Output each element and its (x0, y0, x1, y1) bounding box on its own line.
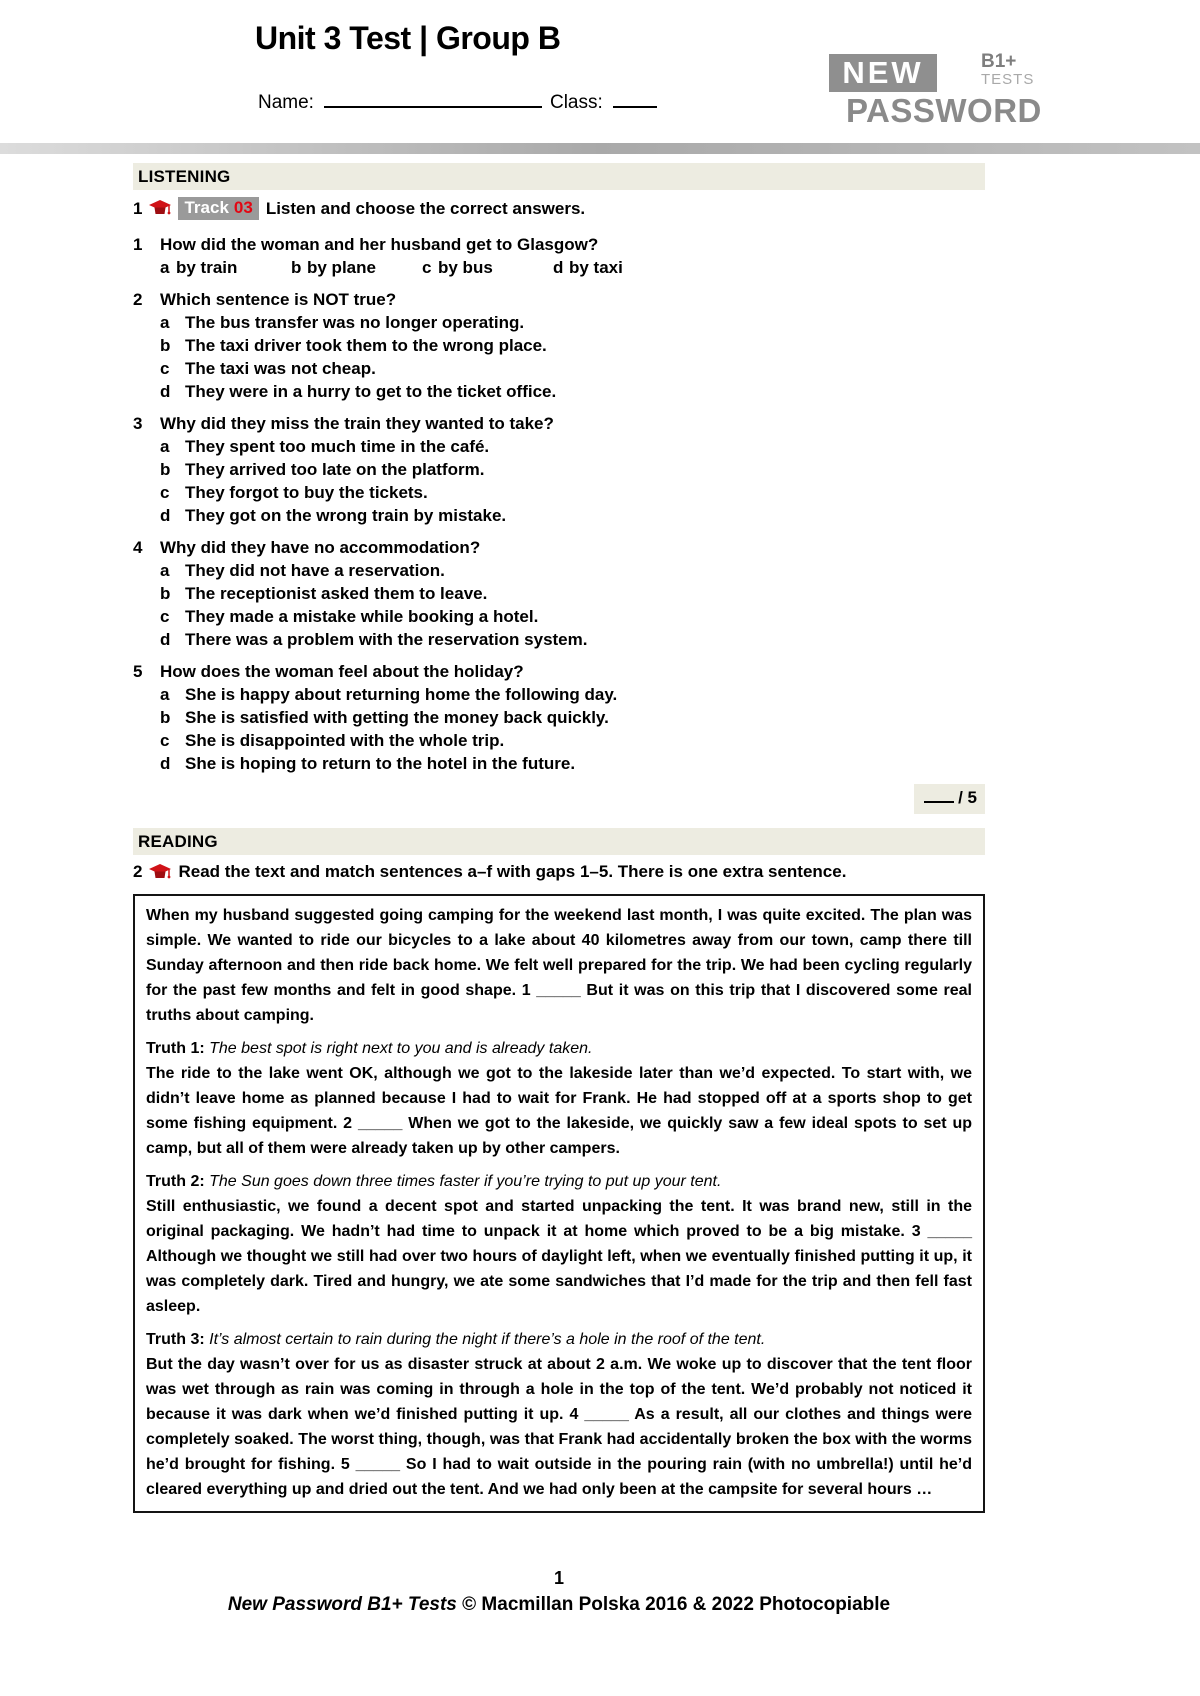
option-text: by train (176, 258, 238, 277)
question (133, 233, 985, 279)
score-box (914, 784, 985, 814)
question-text: Why did they have no accommodation? (160, 538, 481, 557)
listening-section-header: LISTENING (133, 163, 985, 190)
question-stem (133, 233, 985, 256)
option-letter: a (160, 313, 170, 332)
question-number: 1 (133, 235, 143, 254)
option-letter: d (160, 506, 171, 525)
question-stem (133, 412, 985, 435)
listening-questions (133, 233, 985, 775)
option-letter: a (160, 561, 170, 580)
option-letter: b (160, 708, 171, 727)
listening-task-instruction (133, 197, 985, 220)
score-row (133, 784, 985, 814)
answer-option (133, 628, 985, 651)
option-text: She is disappointed with the whole trip. (185, 731, 505, 750)
option-letter: b (291, 258, 302, 277)
answer-option (133, 458, 985, 481)
option-letter: a (160, 685, 170, 704)
option-letter: b (160, 460, 171, 479)
page-number: 1 (553, 1568, 564, 1588)
answer-option (553, 256, 684, 279)
copyright-line (133, 1594, 985, 1616)
logo-level-label: B1+ (981, 51, 1017, 72)
question-stem (133, 288, 985, 311)
content-column (133, 163, 985, 1513)
option-text: The bus transfer was no longer operating. (185, 313, 525, 332)
listening-instruction-text: Listen and choose the correct answers. (265, 198, 586, 218)
option-letter: c (422, 258, 432, 277)
question-stem (133, 660, 985, 683)
option-letter: c (160, 731, 170, 750)
answer-option (291, 256, 422, 279)
option-text: The receptionist asked them to leave. (185, 584, 488, 603)
option-letter: d (553, 258, 564, 277)
answer-option (133, 729, 985, 752)
truth-statement: It’s almost certain to rain during the night if there’s a hole in the roof of the tent. (209, 1331, 766, 1348)
option-text: She is happy about returning home the following day. (185, 685, 618, 704)
question (133, 412, 985, 527)
question (133, 660, 985, 775)
option-text: by bus (438, 258, 493, 277)
truth-label: Truth 2: (146, 1173, 205, 1190)
passage-truth-paragraphs (146, 1036, 972, 1502)
option-text: They did not have a reservation. (185, 561, 445, 580)
question-number: 3 (133, 414, 143, 433)
reading-task-instruction (133, 862, 985, 882)
logo-tests-label: TESTS (981, 71, 1035, 88)
option-letter: c (160, 483, 170, 502)
option-text: They spent too much time in the café. (185, 437, 490, 456)
option-letter: b (160, 584, 171, 603)
logo-password-label: PASSWORD (846, 92, 1042, 129)
answer-option (133, 706, 985, 729)
graduation-cap-icon (149, 864, 171, 881)
option-text: They forgot to buy the tickets. (185, 483, 428, 502)
header-divider-bar (0, 143, 1200, 154)
score-total: / 5 (958, 788, 977, 807)
question-stem (133, 536, 985, 559)
answer-option (133, 752, 985, 775)
question (133, 536, 985, 651)
option-text: by taxi (569, 258, 623, 277)
reading-passage-box (133, 894, 985, 1513)
task-number: 1 (133, 198, 143, 218)
copyright-text: © Macmillan Polska 2016 & 2022 Photocopiable (456, 1594, 891, 1615)
question-number: 5 (133, 662, 143, 681)
answer-option (133, 435, 985, 458)
option-text: They made a mistake while booking a hotel. (185, 607, 539, 626)
track-badge (178, 197, 258, 220)
truth-label: Truth 1: (146, 1040, 205, 1057)
option-letter: d (160, 382, 171, 401)
question-number: 4 (133, 538, 143, 557)
question-text: How did the woman and her husband get to Glasgow? (160, 235, 599, 254)
name-blank (324, 88, 542, 108)
name-label: Name: (258, 92, 314, 113)
option-letter: a (160, 437, 170, 456)
truth-paragraph (146, 1169, 972, 1319)
answer-option (133, 605, 985, 628)
option-text: They arrived too late on the platform. (185, 460, 485, 479)
option-text: There was a problem with the reservation system. (185, 630, 588, 649)
truth-body: Still enthusiastic, we found a decent spot and started unpacking the tent. It was brand new, still in the original packaging. We hadn’t had time to unpack it at home which proved to be a big mistake. 3 _____ Although we thought we still had over two hours of daylight left, when we eventually finished putting it up, it was completely dark. Tired and hungry, we ate some sandwiches that I’d made for the trip and then fell fast asleep. (146, 1198, 972, 1315)
answer-option (160, 256, 291, 279)
name-class-line (258, 88, 657, 114)
truth-label: Truth 3: (146, 1331, 205, 1348)
truth-body: The ride to the lake went OK, although we got to the lakeside later than we’d expected. To start with, we didn’t leave home as planned because I had to wait for Frank. He had stopped off at a sports shop to get some fishing equipment. 2 _____ When we got to the lakeside, we quickly saw a few ideal spots to set up camp, but all of them were already taken up by other campers. (146, 1065, 972, 1157)
track-label: Track (184, 198, 229, 217)
answer-option (133, 357, 985, 380)
option-text: They were in a hurry to get to the ticket office. (185, 382, 557, 401)
truth-paragraph (146, 1327, 972, 1502)
answer-option (133, 559, 985, 582)
option-letter: a (160, 258, 170, 277)
truth-statement: The Sun goes down three times faster if you’re trying to put up your tent. (209, 1173, 722, 1190)
copyright-series-title: New Password B1+ Tests (227, 1594, 457, 1615)
option-text: The taxi driver took them to the wrong place. (185, 336, 547, 355)
truth-body: But the day wasn’t over for us as disaster struck at about 2 a.m. We woke up to discover that the tent floor was wet through as rain was coming in through a hole in the top of the tent. We’d probably not noticed it because it was dark when we’d finished putting it up. 4 _____ As a result, all our clothes and things were completely soaked. The worst thing, though, was that Frank had accidentally broken the box with the worms he’d brought for fishing. 5 _____ So I had to wait outside in the pouring rain (with no umbrella!) until he’d cleared everything up and dried out the tent. And we had only been at the campsite for several hours … (146, 1356, 972, 1498)
graduation-cap-icon (149, 200, 171, 217)
question-number: 2 (133, 290, 143, 309)
page-title: Unit 3 Test | Group B (255, 20, 561, 56)
options-row (133, 256, 985, 279)
reading-section-header: READING (133, 828, 985, 855)
answer-option (133, 504, 985, 527)
class-label: Class: (549, 92, 603, 113)
answer-option (133, 683, 985, 706)
logo-new-badge: NEW (829, 54, 937, 92)
truth-paragraph (146, 1036, 972, 1161)
option-letter: d (160, 630, 171, 649)
answer-option (133, 334, 985, 357)
answer-option (133, 380, 985, 403)
task-number: 2 (133, 862, 143, 881)
answer-option (422, 256, 553, 279)
score-blank (924, 787, 954, 803)
question-text: How does the woman feel about the holiday? (160, 662, 524, 681)
option-letter: c (160, 607, 170, 626)
passage-intro-paragraph: When my husband suggested going camping for the weekend last month, I was quite excited. The plan was simple. We wanted to ride our bicycles to a lake about 40 kilometres away from our town, camp there till Sunday afternoon and then ride back home. We felt well prepared for the trip. We had been cycling regularly for the past few months and felt in good shape. 1 _____ But it was on this trip that I discovered some real truths about camping. (146, 907, 972, 1024)
reading-instruction-text: Read the text and match sentences a–f with gaps 1–5. There is one extra sentence. (178, 862, 847, 881)
question-text: Why did they miss the train they wanted to take? (160, 414, 554, 433)
answer-option (133, 311, 985, 334)
option-text: She is satisfied with getting the money back quickly. (185, 708, 609, 727)
option-text: The taxi was not cheap. (185, 359, 376, 378)
option-letter: b (160, 336, 171, 355)
option-text: by plane (307, 258, 376, 277)
option-letter: c (160, 359, 170, 378)
question (133, 288, 985, 403)
option-letter: d (160, 754, 171, 773)
track-number: 03 (233, 198, 253, 217)
option-text: They got on the wrong train by mistake. (185, 506, 507, 525)
option-text: She is hoping to return to the hotel in the future. (185, 754, 576, 773)
class-blank (613, 88, 657, 108)
answer-option (133, 582, 985, 605)
answer-option (133, 481, 985, 504)
truth-statement: The best spot is right next to you and is already taken. (209, 1040, 593, 1057)
question-text: Which sentence is NOT true? (160, 290, 397, 309)
